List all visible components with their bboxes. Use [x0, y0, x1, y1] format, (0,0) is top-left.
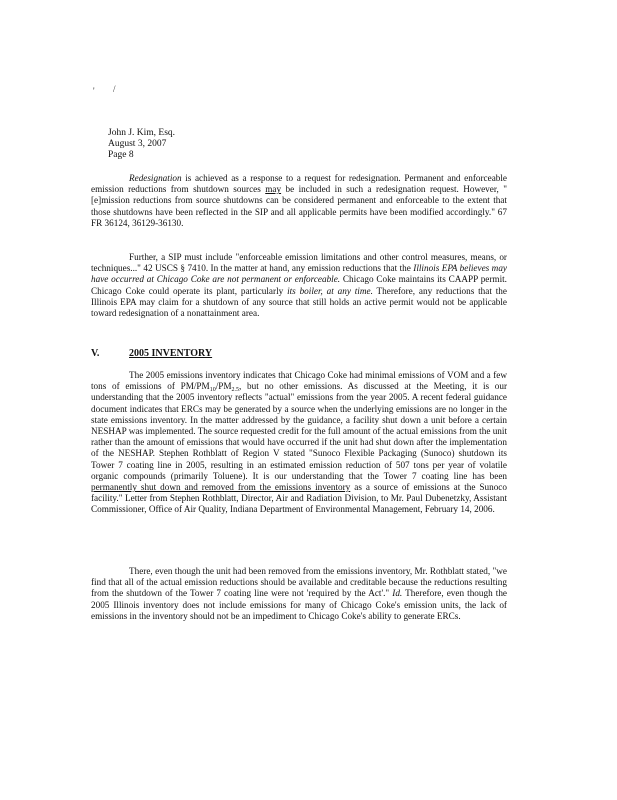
- text: is achieved as a response to a request for redesignation. Permanent and enforceable emission reductions from shutdown sources: [91, 173, 507, 195]
- section-number: V.: [91, 348, 100, 359]
- text: Chicago Coke maintains its CAAPP permit. Chicago Coke could operate its plant, particularly: [91, 274, 507, 296]
- section-heading: [91, 348, 212, 359]
- emphasis: Illinois EPA believes may have occurred at Chicago Coke are not permanent or enforceable.: [91, 263, 507, 285]
- emphasis: Redesignation: [129, 173, 182, 183]
- text: as a source of emissions at the Sunoco facility." Letter from Stephen Rothblatt, Director, Air and Radiation Division, to Mr. Paul Dubenetzky, Assistant Commissioner, Office of Air Quality, Indiana Department of Environmental Management, February 14, 2006.: [91, 482, 507, 515]
- text: There, even though the unit had been removed from the emissions inventory, Mr. Rothblatt stated, "we find that all of the actual emission reductions should be available and creditable because the reductions resulting from the shutdown of the Tower 7 coating line were not 'required by the Act'.": [91, 566, 507, 599]
- text: Further, a SIP must include "enforceable emission limitations and other control measures, means, or techniques..." 42 USCS § 7410. In the matter at hand, any emission reductions that the: [91, 252, 507, 274]
- page-number: Page 8: [108, 150, 134, 160]
- text: The 2005 emissions inventory indicates that Chicago Coke had minimal emissions of VOM and a few tons of emissions of PM/PM: [91, 370, 507, 392]
- paragraph-2005-inventory: [91, 370, 507, 516]
- underlined-text: permanently shut down and removed from the emissions inventory: [91, 482, 351, 493]
- scan-mark: ': [93, 86, 95, 96]
- letter-date: August 3, 2007: [108, 139, 167, 149]
- paragraph-rothblatt: [91, 566, 507, 622]
- text: , but no other emissions. As discussed at the Meeting, it is our understanding that the 2005 inventory reflects "actual" emissions from the year 2005. A recent federal guidance document indicates that ERCs may be generated by a source when the underlying emissions are no longer in the state emissions inventory. In the matter addressed by the guidance, a facility shut down a unit before a certain NESHAP was implemented. The source requested credit for the full amount of the actual emissions from the unit rather than the amount of emissions that would have occurred if the unit had shut down after the implementation of the NESHAP. Stephen Rothblatt of Region V stated "Sunoco Flexible Packaging (Sunoco) shutdown its Tower 7 coating line in 2005, resulting in an estimated emission reduction of 507 tons per year of volatile organic compounds (primarily Toluene). It is our understanding that the Tower 7 coating line has been: [91, 381, 508, 481]
- emphasis: Id.: [392, 588, 403, 599]
- paragraph-redesignation: [91, 173, 507, 229]
- text: /PM: [215, 381, 232, 392]
- underlined-text: may: [265, 184, 282, 195]
- scan-mark: /: [113, 84, 116, 94]
- text: be included in such a redesignation request. However, "[e]mission reductions from source shutdowns can be considered permanent and enforceable to the extent that those shutdowns have been reflected in the SIP and all applicable permits have been modified accordingly." 67 FR 36124, 36129-36130.: [91, 184, 508, 228]
- subscript: 2.5: [231, 387, 240, 394]
- section-title: 2005 INVENTORY: [129, 348, 213, 359]
- emphasis: its boiler, at any time.: [287, 285, 373, 296]
- text: Therefore, even though the 2005 Illinois inventory does not include emissions for many of Chicago Coke's emission units, the lack of emissions in the inventory should not be an impediment to Chicago Coke's ability to generate ERCs.: [91, 588, 507, 621]
- paragraph-sip-requirements: [91, 252, 507, 319]
- text: Therefore, any reductions that the Illinois EPA may claim for a shutdown of any source that still holds an active permit would not be applicable toward redesignation of a nonattainment area.: [91, 285, 507, 319]
- subscript: 10: [209, 387, 216, 394]
- addressee: John J. Kim, Esq.: [108, 128, 176, 138]
- letter-header: [108, 128, 175, 161]
